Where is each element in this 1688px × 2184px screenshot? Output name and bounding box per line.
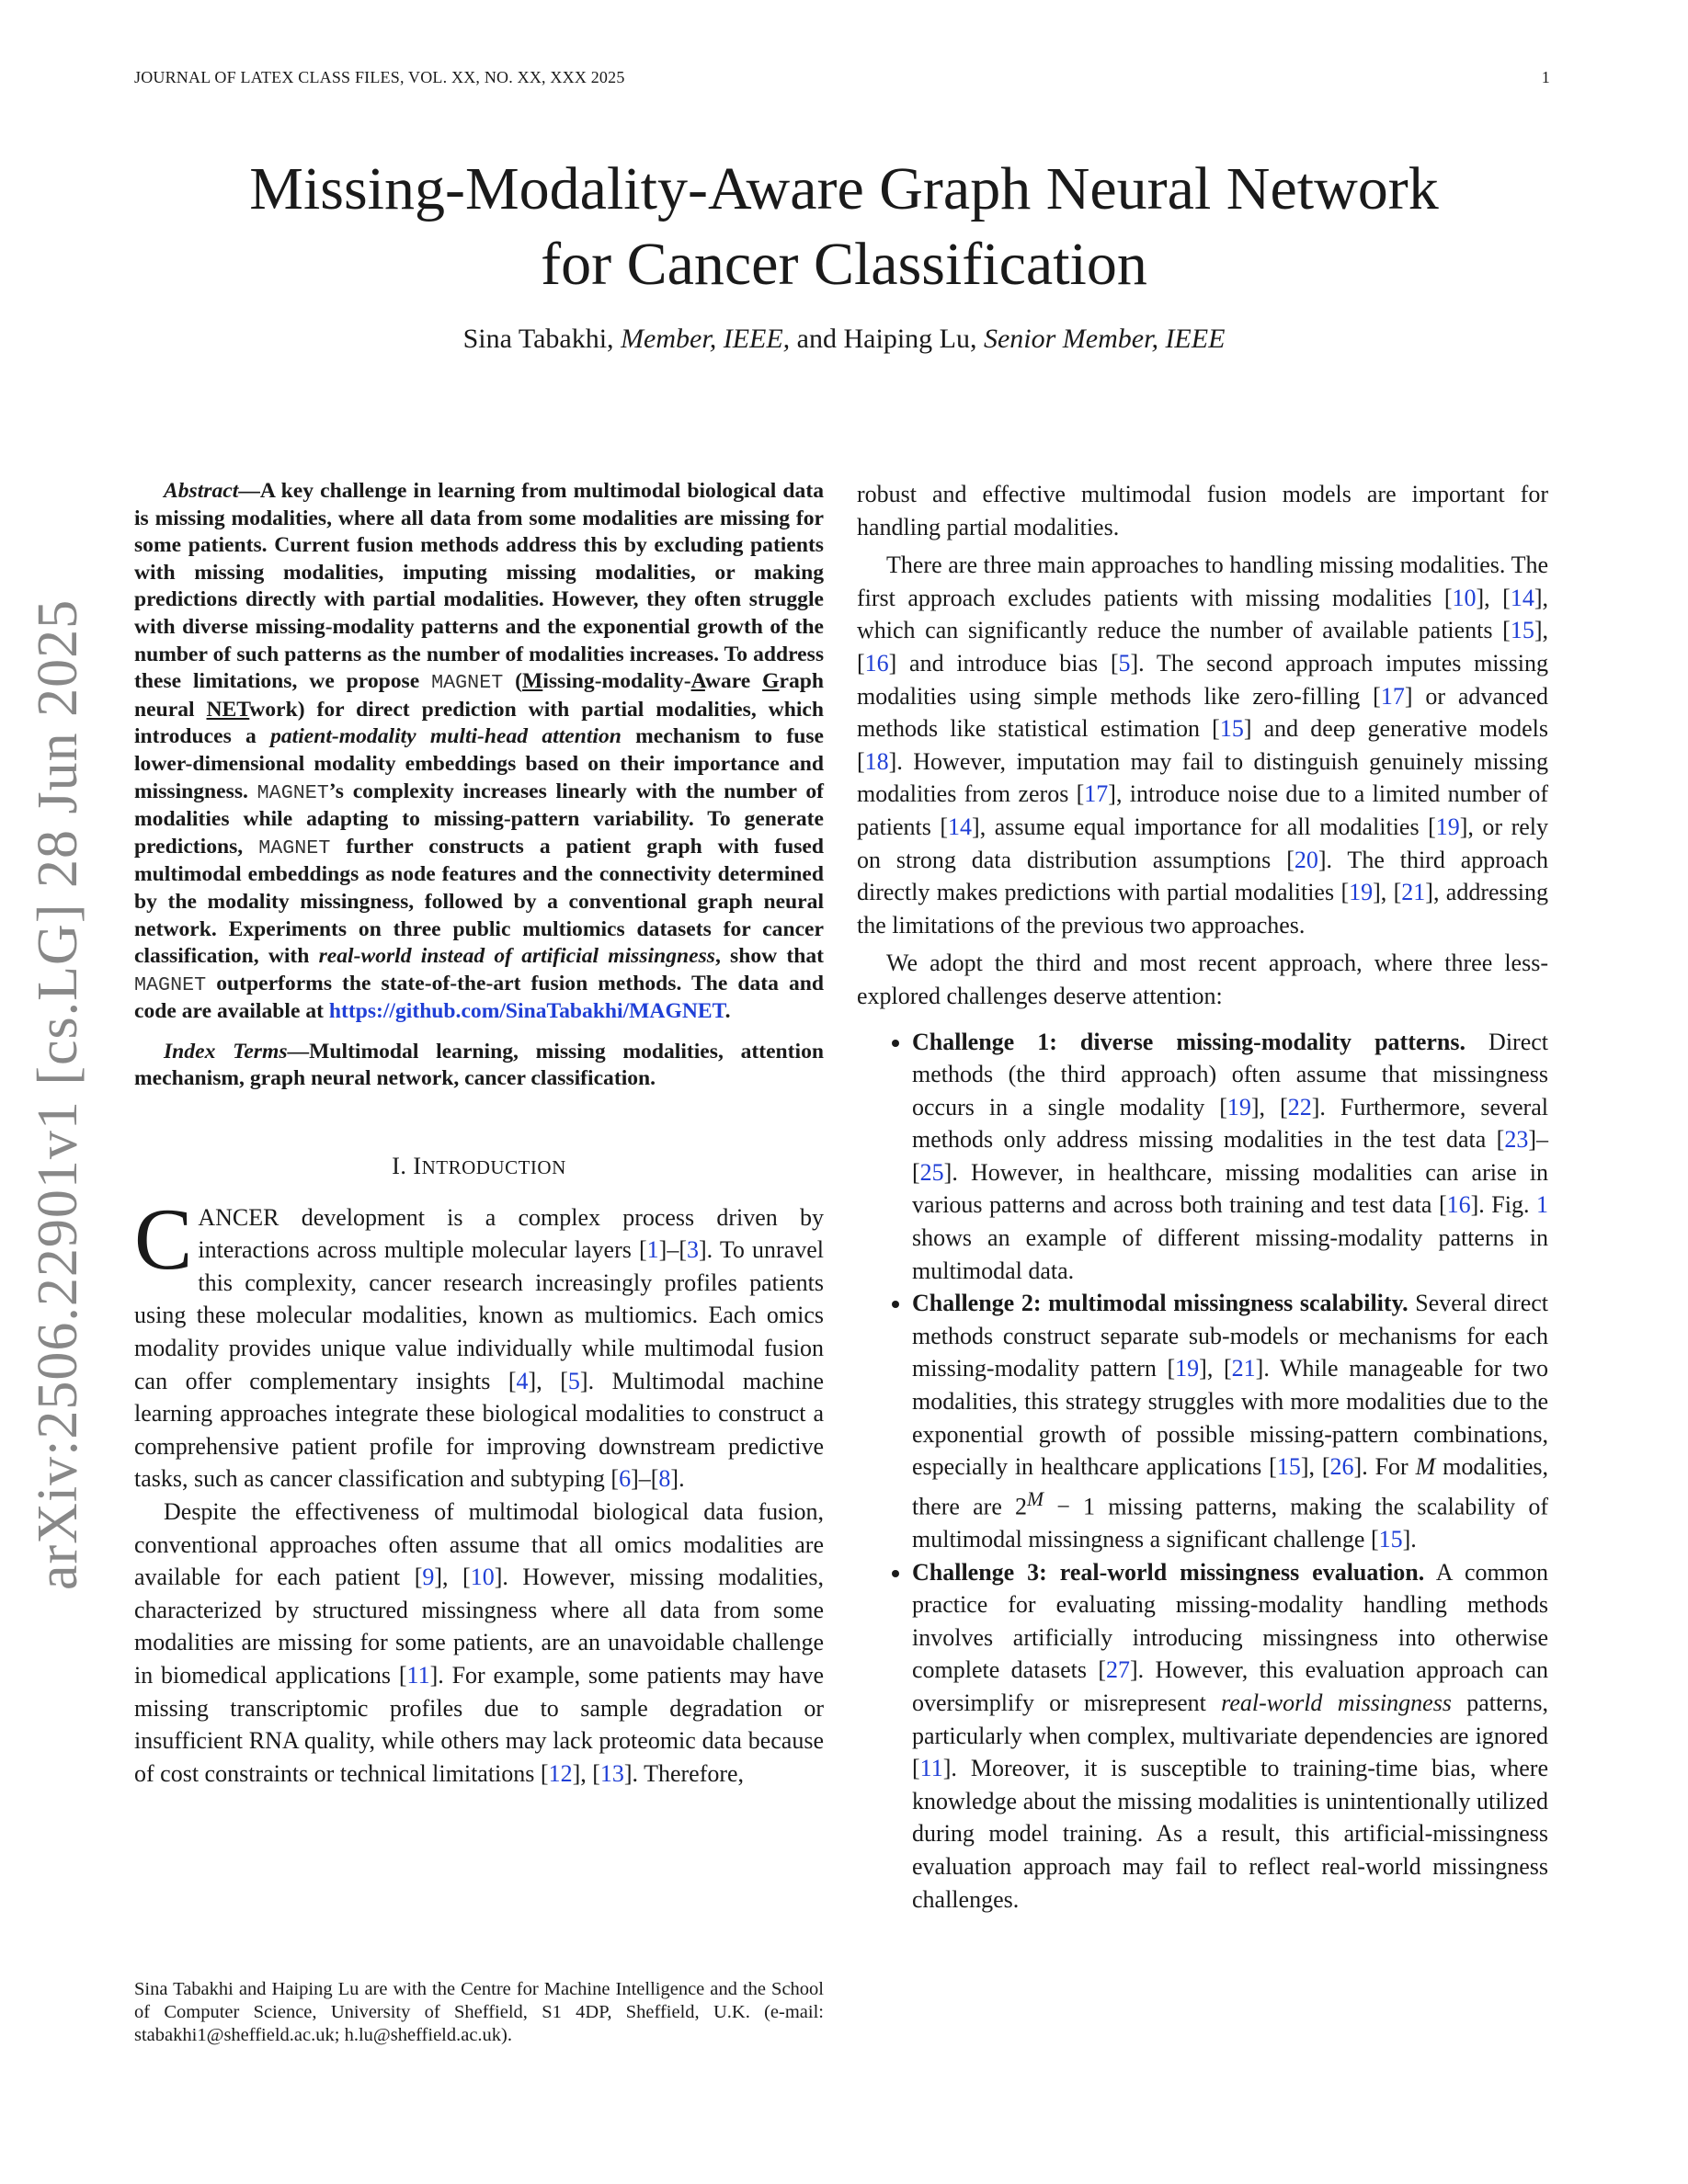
text: patterns, particularly when complex, multivariate dependencies are ignored [ bbox=[912, 1689, 1549, 1782]
text: ]. For bbox=[1353, 1453, 1416, 1481]
abstract-emphasis: real-world instead of artificial missingness bbox=[318, 944, 715, 969]
text: ], introduce noise due to a limited number of patients [ bbox=[857, 780, 1548, 840]
text: ]. While manageable for two modalities, this strategy struggles with more modalities due to the exponential growth of possible missing-pattern combinations, especially in healthcare applications [ bbox=[912, 1355, 1548, 1481]
text: ], or rely on strong data distribution assumptions [ bbox=[857, 813, 1548, 873]
acronym-letter: M bbox=[522, 669, 543, 694]
abstract-text: —A key challenge in learning from multimodal biological data is missing modalities, where all data from some modalities are missing for some patients. Current fusion methods address this by excluding patients with missing modalities, imputing missing modalities, or making predictions directly with partial modalities. However, they often struggle with diverse missing-modality patterns and the exponential growth of the number of such patterns as the number of modalities increases. To address these limitations, we propose bbox=[134, 479, 824, 694]
acronym-letter: NET bbox=[206, 697, 250, 722]
citation-link[interactable]: 10 bbox=[470, 1564, 495, 1591]
text: ]. Therefore, bbox=[623, 1759, 745, 1787]
acronym-letter: G bbox=[762, 669, 780, 694]
title-line-1: Missing-Modality-Aware Graph Neural Network bbox=[249, 155, 1439, 222]
text: ] or advanced methods like statistical estimation [ bbox=[857, 682, 1548, 743]
text: ], [ bbox=[857, 617, 1548, 677]
text: ]. However, imputation may fail to distinguish genuinely missing modalities from zeros [ bbox=[857, 747, 1548, 808]
abstract-text: , show that bbox=[714, 944, 824, 969]
challenge-list bbox=[857, 1026, 1548, 1917]
text: ], [ bbox=[1250, 1093, 1288, 1120]
citation-link[interactable]: 4 bbox=[516, 1367, 529, 1394]
right-column bbox=[857, 478, 1548, 1916]
text: shows an example of different missing-modality patterns in multimodal data. bbox=[912, 1224, 1548, 1284]
right-paragraph-2: We adopt the third and most recent approach, where three less-explored challenges deserve attention: bbox=[857, 950, 1548, 1009]
challenge-2 bbox=[912, 1287, 1548, 1555]
citation-link[interactable]: 3 bbox=[687, 1236, 699, 1264]
text: ]–[ bbox=[658, 1236, 687, 1264]
citation-link[interactable]: 15 bbox=[1378, 1526, 1403, 1553]
drop-cap: C bbox=[134, 1189, 193, 1288]
abstract-text: ware bbox=[704, 669, 763, 694]
page-number: 1 bbox=[1541, 68, 1550, 86]
math-exponent: M bbox=[1027, 1487, 1044, 1510]
challenge-3 bbox=[912, 1556, 1548, 1917]
citation-link[interactable]: 20 bbox=[1294, 846, 1318, 873]
section-number: I. bbox=[392, 1153, 407, 1180]
figure-link[interactable]: 1 bbox=[1536, 1191, 1548, 1219]
text: ]. To unravel this complexity, cancer research increasingly profiles patients using these molecular modalities, known as multiomics. Each omics modality provides unique value individually while multimodal fusion can offer complementary insights [ bbox=[134, 1236, 824, 1394]
section-title-rest: NTRODUCTION bbox=[421, 1156, 566, 1179]
abstract-text: ’s complexity increases linearly with the number of modalities while adapting to missing-pattern variability. To generate predictions, bbox=[134, 779, 824, 859]
author-footnote: Sina Tabakhi and Haiping Lu are with the Centre for Machine Intelligence and the School of Computer Science, University of Sheffield, S1 4DP, Sheffield, U.K. (e-mail: stabakhi1@sheffield.ac.uk; h.lu@sheffield.ac.uk). bbox=[134, 1979, 824, 2045]
text: ], [ bbox=[528, 1367, 568, 1394]
text: missing patterns, making the scalability of multimodal missingness a significant challenge [ bbox=[912, 1493, 1548, 1553]
left-column bbox=[134, 478, 824, 1790]
citation-link[interactable]: 27 bbox=[1106, 1656, 1130, 1684]
citation-link[interactable]: 9 bbox=[422, 1564, 435, 1591]
text: ], [ bbox=[1476, 584, 1511, 611]
abstract-text: raph neural bbox=[134, 669, 824, 722]
citation-link[interactable]: 10 bbox=[1452, 584, 1477, 611]
citation-link[interactable]: 15 bbox=[1219, 715, 1244, 743]
citation-link[interactable]: 17 bbox=[1380, 682, 1405, 710]
title-line-2: for Cancer Classification bbox=[541, 231, 1147, 298]
author-1: Sina Tabakhi, bbox=[462, 324, 614, 354]
abstract-label: Abstract bbox=[164, 479, 239, 503]
citation-link[interactable]: 21 bbox=[1231, 1355, 1256, 1382]
text: ], [ bbox=[1300, 1453, 1330, 1481]
citation-link[interactable]: 6 bbox=[619, 1465, 632, 1493]
emphasis: real-world missingness bbox=[1221, 1689, 1452, 1717]
text: ]. However, in healthcare, missing modalities can arise in various patterns and across both training and test data [ bbox=[912, 1158, 1548, 1219]
citation-link[interactable]: 19 bbox=[1226, 1093, 1251, 1120]
citation-link[interactable]: 15 bbox=[1276, 1453, 1301, 1481]
text: ]. However, this evaluation approach can oversimplify or misrepresent bbox=[912, 1656, 1548, 1717]
right-paragraph-0: robust and effective multimodal fusion models are important for handling partial modalities. bbox=[857, 481, 1548, 540]
text: ]. bbox=[670, 1465, 685, 1493]
paper-title bbox=[129, 152, 1559, 302]
abstract-text: further constructs a patient graph with fused multimodal embeddings as node features and the connectivity determined by the modality missingness, followed by a conventional graph neural network. Experiments on three public multiomics datasets for cancer classification, with bbox=[134, 834, 824, 969]
text: ], [ bbox=[434, 1564, 471, 1591]
abstract-text: ( bbox=[503, 669, 523, 694]
text: ] and introduce bias [ bbox=[888, 649, 1119, 677]
abstract-text: issing-modality- bbox=[542, 669, 691, 694]
citation-link[interactable]: 18 bbox=[864, 747, 889, 775]
abstract-emphasis: patient-modality multi-head attention bbox=[270, 724, 622, 749]
text: Despite the effectiveness of multimodal biological data fusion, conventional approaches often assume that all omics modalities are available for each patient [ bbox=[134, 1498, 824, 1591]
right-paragraph-1 bbox=[857, 549, 1548, 941]
text: ]. bbox=[1402, 1526, 1417, 1553]
intro-paragraph-1 bbox=[134, 1189, 824, 1496]
text: Direct methods (the third approach) often assume that missingness occurs in a single modality [ bbox=[912, 1028, 1548, 1120]
text: ]. The second approach imputes missing modalities using simple methods like zero-filling [ bbox=[857, 649, 1548, 710]
math-rest: − 1 bbox=[1044, 1493, 1096, 1520]
section-title-initial: I bbox=[413, 1153, 422, 1180]
abstract-text: . bbox=[724, 999, 731, 1024]
text: ], assume equal importance for all modalities [ bbox=[972, 813, 1436, 840]
author-2-role: Senior Member, IEEE bbox=[983, 324, 1226, 354]
text: ]. However, missing modalities, characterized by structured missingness where all data from some modalities are missing for some patients, are an unavoidable challenge in biomedical applications [ bbox=[134, 1564, 824, 1689]
citation-link[interactable]: 25 bbox=[919, 1158, 944, 1186]
text: ]–[ bbox=[631, 1465, 659, 1493]
magnet-name: MAGNET bbox=[134, 973, 207, 996]
citation-link[interactable]: 22 bbox=[1287, 1093, 1312, 1120]
magnet-name: MAGNET bbox=[257, 780, 329, 804]
citation-link[interactable]: 8 bbox=[658, 1465, 671, 1493]
citation-link[interactable]: 5 bbox=[567, 1367, 580, 1394]
citation-link[interactable]: 13 bbox=[599, 1759, 624, 1787]
github-link[interactable]: https://github.com/SinaTabakhi/MAGNET bbox=[328, 999, 725, 1024]
citation-link[interactable]: 11 bbox=[406, 1661, 430, 1689]
text: Several direct methods construct separate sub-models or mechanisms for each missing-modality pattern [ bbox=[912, 1290, 1548, 1382]
citation-link[interactable]: 17 bbox=[1084, 780, 1109, 808]
citation-link[interactable]: 12 bbox=[548, 1759, 573, 1787]
citation-link[interactable]: 19 bbox=[1349, 879, 1374, 906]
text: ]. Multimodal machine learning approaches integrate these biological modalities to construct a comprehensive patient profile for improving downstream predictive tasks, such as cancer classification and subtyping [ bbox=[134, 1367, 824, 1493]
citation-link[interactable]: 16 bbox=[1446, 1191, 1471, 1219]
challenge-1 bbox=[912, 1026, 1548, 1288]
author-1-role: Member, IEEE, bbox=[621, 324, 791, 354]
index-terms-text: —Multimodal learning, missing modalities, attention mechanism, graph neural network, cancer classification. bbox=[134, 1039, 825, 1091]
citation-link[interactable]: 23 bbox=[1504, 1126, 1529, 1154]
citation-link[interactable]: 15 bbox=[1510, 617, 1534, 644]
citation-link[interactable]: 19 bbox=[1435, 813, 1460, 840]
text: ]–[ bbox=[912, 1126, 1548, 1186]
text: ]. The third approach directly makes predictions with partial modalities [ bbox=[857, 846, 1549, 906]
citation-link[interactable]: 5 bbox=[1118, 649, 1131, 677]
text: ]. For example, some patients may have missing transcriptomic profiles due to sample degradation or insufficient RNA quality, while others may lack proteomic data because of cost constraints or technical limitations [ bbox=[134, 1661, 824, 1787]
text: A common practice for evaluating missing-modality handling methods involves artificially introducing missingness into otherwise complete datasets [ bbox=[912, 1558, 1548, 1684]
challenge-title: Challenge 2: multimodal missingness scalability. bbox=[912, 1290, 1409, 1317]
text: There are three main approaches to handling missing modalities. The first approach excludes patients with missing modalities [ bbox=[857, 552, 1548, 611]
citation-link[interactable]: 11 bbox=[919, 1755, 943, 1782]
citation-link[interactable]: 21 bbox=[1401, 879, 1426, 906]
section-heading bbox=[134, 1150, 824, 1185]
abstract bbox=[134, 478, 824, 1093]
index-terms bbox=[134, 1039, 824, 1093]
text: ], [ bbox=[572, 1759, 600, 1787]
abstract-text: outperforms the state-of-the-art fusion methods. The data and code are available at bbox=[134, 971, 824, 1024]
acronym-letter: A bbox=[690, 669, 705, 694]
challenge-title: Challenge 3: real-world missingness evaluation. bbox=[912, 1558, 1425, 1586]
text: ], which can significantly reduce the number of available patients [ bbox=[857, 584, 1548, 644]
citation-link[interactable]: 19 bbox=[1175, 1355, 1200, 1382]
arxiv-stamp: arXiv:2506.22901v1 [cs.LG] 28 Jun 2025 bbox=[27, 598, 89, 1590]
text: ] and deep generative models [ bbox=[857, 715, 1549, 775]
citation-link[interactable]: 16 bbox=[864, 649, 889, 677]
citation-link[interactable]: 26 bbox=[1329, 1453, 1354, 1481]
running-header bbox=[134, 68, 1550, 87]
abstract-text: mechanism to fuse lower-dimensional modality embeddings based on their importance and missingness. bbox=[134, 724, 824, 803]
abstract-text: work) for direct prediction with partial modalities, which introduces a bbox=[134, 697, 824, 749]
challenge-title: Challenge 1: diverse missing-modality patterns. bbox=[912, 1028, 1466, 1055]
math-variable: M bbox=[1415, 1453, 1436, 1481]
journal-header: JOURNAL OF LATEX CLASS FILES, VOL. XX, NO. XX, XXX 2025 bbox=[134, 68, 625, 86]
text: ANCER development is a complex process driven by interactions across multiple molecular layers [ bbox=[198, 1203, 824, 1264]
text: ], addressing the limitations of the previous two approaches. bbox=[857, 879, 1548, 938]
text: ]. Moreover, it is susceptible to training-time bias, where knowledge about the missing modalities is unintentionally utilized during model training. As a result, this artificial-missingness evaluation approach may fail to reflect real-world missingness challenges. bbox=[912, 1755, 1548, 1913]
author-line bbox=[129, 324, 1559, 355]
author-and: and bbox=[796, 324, 837, 354]
author-2: Haiping Lu, bbox=[843, 324, 977, 354]
index-terms-label: Index Terms bbox=[164, 1039, 288, 1064]
citation-link[interactable]: 14 bbox=[948, 813, 973, 840]
magnet-name: MAGNET bbox=[258, 836, 331, 859]
intro-paragraph-2 bbox=[134, 1496, 824, 1790]
text: modalities, there are bbox=[912, 1453, 1548, 1520]
text: ], [ bbox=[1373, 879, 1402, 906]
text: ], [ bbox=[1199, 1355, 1232, 1382]
citation-link[interactable]: 14 bbox=[1510, 584, 1534, 611]
citation-link[interactable]: 1 bbox=[646, 1236, 659, 1264]
text: ]. Furthermore, several methods only address missing modalities in the test data [ bbox=[912, 1093, 1548, 1154]
magnet-name: MAGNET bbox=[431, 671, 504, 695]
math-base: 2 bbox=[1015, 1493, 1028, 1520]
text: ]. Fig. bbox=[1470, 1191, 1536, 1219]
